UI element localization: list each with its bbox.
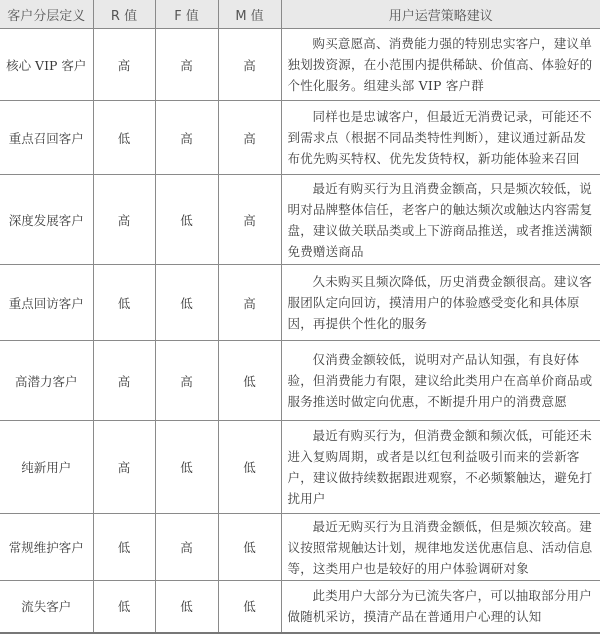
m-value: 高 <box>218 175 281 265</box>
segment-name: 重点回访客户 <box>0 265 93 341</box>
segment-name: 高潜力客户 <box>0 341 93 421</box>
strategy-advice: 同样也是忠诚客户，但最近无消费记录，可能还不到需求点（根据不同品类特性判断），建议通过新品发布优先购买特权、优先发货特权，新功能体验来召回 <box>281 101 600 175</box>
r-value: 高 <box>93 341 155 421</box>
table-row <box>0 581 600 633</box>
table-row <box>0 101 600 175</box>
m-value: 低 <box>218 421 281 514</box>
r-value: 低 <box>93 514 155 581</box>
segment-name: 常规维护客户 <box>0 514 93 581</box>
table-row <box>0 341 600 421</box>
r-value: 低 <box>93 581 155 633</box>
header-r-value: R 值 <box>93 0 155 29</box>
strategy-advice: 仅消费金额较低，说明对产品认知强，有良好体验，但消费能力有限，建议给此类用户在高单价商品或服务推送时做定向优惠，不断提升用户的消费意愿 <box>281 341 600 421</box>
strategy-advice: 最近有购买行为且消费金额高，只是频次较低，说明对品牌整体信任，老客户的触达频次或触达内容需复盘，建议做关联品类或上下游商品推送，或者推送满额免费赠送商品 <box>281 175 600 265</box>
header-row <box>0 0 600 29</box>
f-value: 高 <box>155 101 218 175</box>
f-value: 低 <box>155 265 218 341</box>
r-value: 低 <box>93 265 155 341</box>
strategy-advice: 最近无购买行为且消费金额低，但是频次较高。建议按照常规触达计划，规律地发送优惠信息、活动信息等，这类用户也是较好的用户体验调研对象 <box>281 514 600 581</box>
segment-name: 重点召回客户 <box>0 101 93 175</box>
segment-name: 流失客户 <box>0 581 93 633</box>
m-value: 低 <box>218 514 281 581</box>
r-value: 低 <box>93 101 155 175</box>
header-m-value: M 值 <box>218 0 281 29</box>
f-value: 高 <box>155 29 218 101</box>
m-value: 高 <box>218 265 281 341</box>
segment-name: 核心 VIP 客户 <box>0 29 93 101</box>
segment-name: 深度发展客户 <box>0 175 93 265</box>
strategy-advice: 久未购买且频次降低，历史消费金额很高。建议客服团队定向回访，摸清用户的体验感受变化和具体原因，再提供个性化的服务 <box>281 265 600 341</box>
strategy-advice: 购买意愿高、消费能力强的特别忠实客户，建议单独划拨资源，在小范围内提供稀缺、价值高、体验好的个性化服务。组建头部 VIP 客户群 <box>281 29 600 101</box>
r-value: 高 <box>93 175 155 265</box>
m-value: 低 <box>218 581 281 633</box>
table-row <box>0 514 600 581</box>
table-row <box>0 265 600 341</box>
r-value: 高 <box>93 421 155 514</box>
f-value: 高 <box>155 341 218 421</box>
header-f-value: F 值 <box>155 0 218 29</box>
table-row <box>0 29 600 101</box>
strategy-advice: 最近有购买行为，但消费金额和频次低，可能还未进入复购周期，或者是以红包利益吸引而来的尝新客户，建议做持续数据跟进观察，不必频繁触达，避免打扰用户 <box>281 421 600 514</box>
header-segment: 客户分层定义 <box>0 0 93 29</box>
m-value: 高 <box>218 29 281 101</box>
m-value: 低 <box>218 341 281 421</box>
m-value: 高 <box>218 101 281 175</box>
f-value: 高 <box>155 514 218 581</box>
table-row <box>0 421 600 514</box>
f-value: 低 <box>155 581 218 633</box>
table-row <box>0 175 600 265</box>
f-value: 低 <box>155 421 218 514</box>
strategy-advice: 此类用户大部分为已流失客户，可以抽取部分用户做随机采访，摸清产品在普通用户心理的认知 <box>281 581 600 633</box>
f-value: 低 <box>155 175 218 265</box>
header-strategy: 用户运营策略建议 <box>281 0 600 29</box>
r-value: 高 <box>93 29 155 101</box>
segment-name: 纯新用户 <box>0 421 93 514</box>
